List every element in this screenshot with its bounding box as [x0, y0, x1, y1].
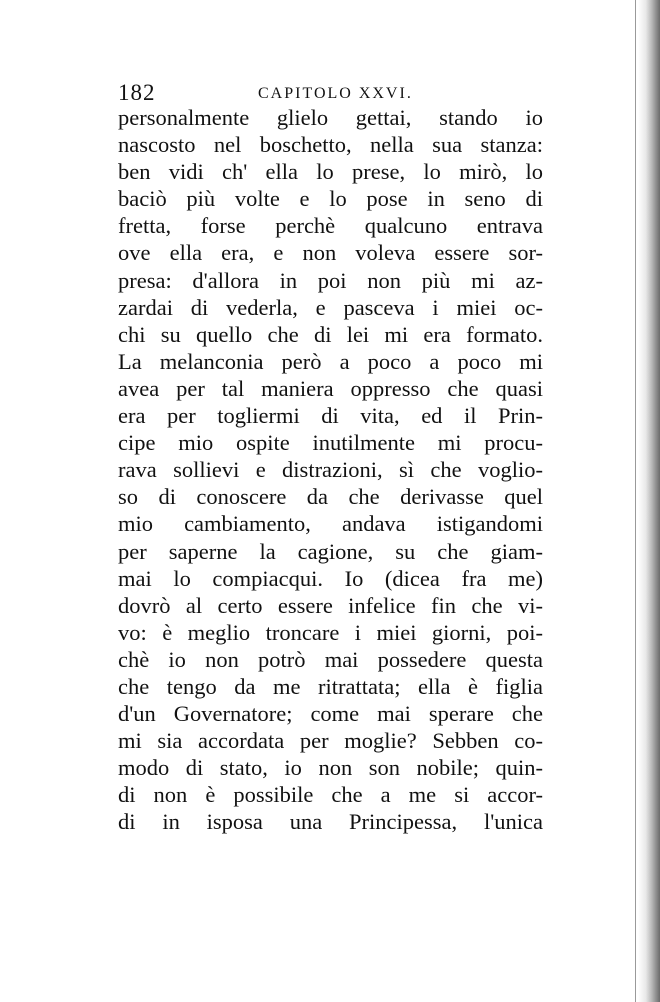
text-line: dovrò al certo essere infelice fin che vi-	[118, 592, 543, 618]
text-line: so di conoscere da che derivasse quel	[118, 484, 543, 510]
text-line: mio cambiamento, andava istigandomi	[118, 511, 543, 537]
text-line: per saperne la cagione, su che giam-	[118, 538, 543, 564]
text-line: rava sollievi e distrazioni, sì che voglio-	[118, 457, 543, 483]
text-line: avea per tal maniera oppresso che quasi	[118, 375, 543, 401]
text-line: di non è possibile che a me si accor-	[118, 782, 543, 808]
chapter-title: CAPITOLO XXVI.	[258, 85, 413, 102]
text-line: chi su quello che di lei mi era formato.	[118, 321, 543, 347]
text-line: baciò più volte e lo pose in seno di	[118, 186, 543, 212]
text-line: di in isposa una Principessa, l'unica	[118, 809, 543, 835]
body-text	[118, 104, 543, 836]
text-line: mi sia accordata per moglie? Sebben co-	[118, 728, 543, 754]
text-line: mai lo compiacqui. Io (dicea fra me)	[118, 565, 543, 591]
page-header	[118, 80, 548, 106]
text-line: La melanconia però a poco a poco mi	[118, 348, 543, 374]
text-line: cipe mio ospite inutilmente mi procu-	[118, 430, 543, 456]
text-line: zardai di vederla, e pasceva i miei oc-	[118, 294, 543, 320]
text-line: era per togliermi di vita, ed il Prin-	[118, 403, 543, 429]
text-line: ben vidi ch' ella lo prese, lo mirò, lo	[118, 159, 543, 185]
text-line: nascosto nel boschetto, nella sua stanza:	[118, 132, 543, 158]
text-line: che tengo da me ritrattata; ella è figlia	[118, 673, 543, 699]
page-edge-line	[635, 0, 636, 1002]
text-line: chè io non potrò mai possedere questa	[118, 646, 543, 672]
text-line: personalmente glielo gettai, stando io	[118, 105, 543, 130]
text-line: presa: d'allora in poi non più mi az-	[118, 267, 543, 293]
text-line: d'un Governatore; come mai sperare che	[118, 701, 543, 727]
text-line: fretta, forse perchè qualcuno entrava	[118, 213, 543, 239]
text-line: vo: è meglio troncare i miei giorni, poi-	[118, 619, 543, 645]
page-edge-shadow	[638, 0, 660, 1002]
text-line: ove ella era, e non voleva essere sor-	[118, 240, 543, 266]
page-number: 182	[118, 80, 156, 105]
text-line: modo di stato, io non son nobile; quin-	[118, 755, 543, 781]
